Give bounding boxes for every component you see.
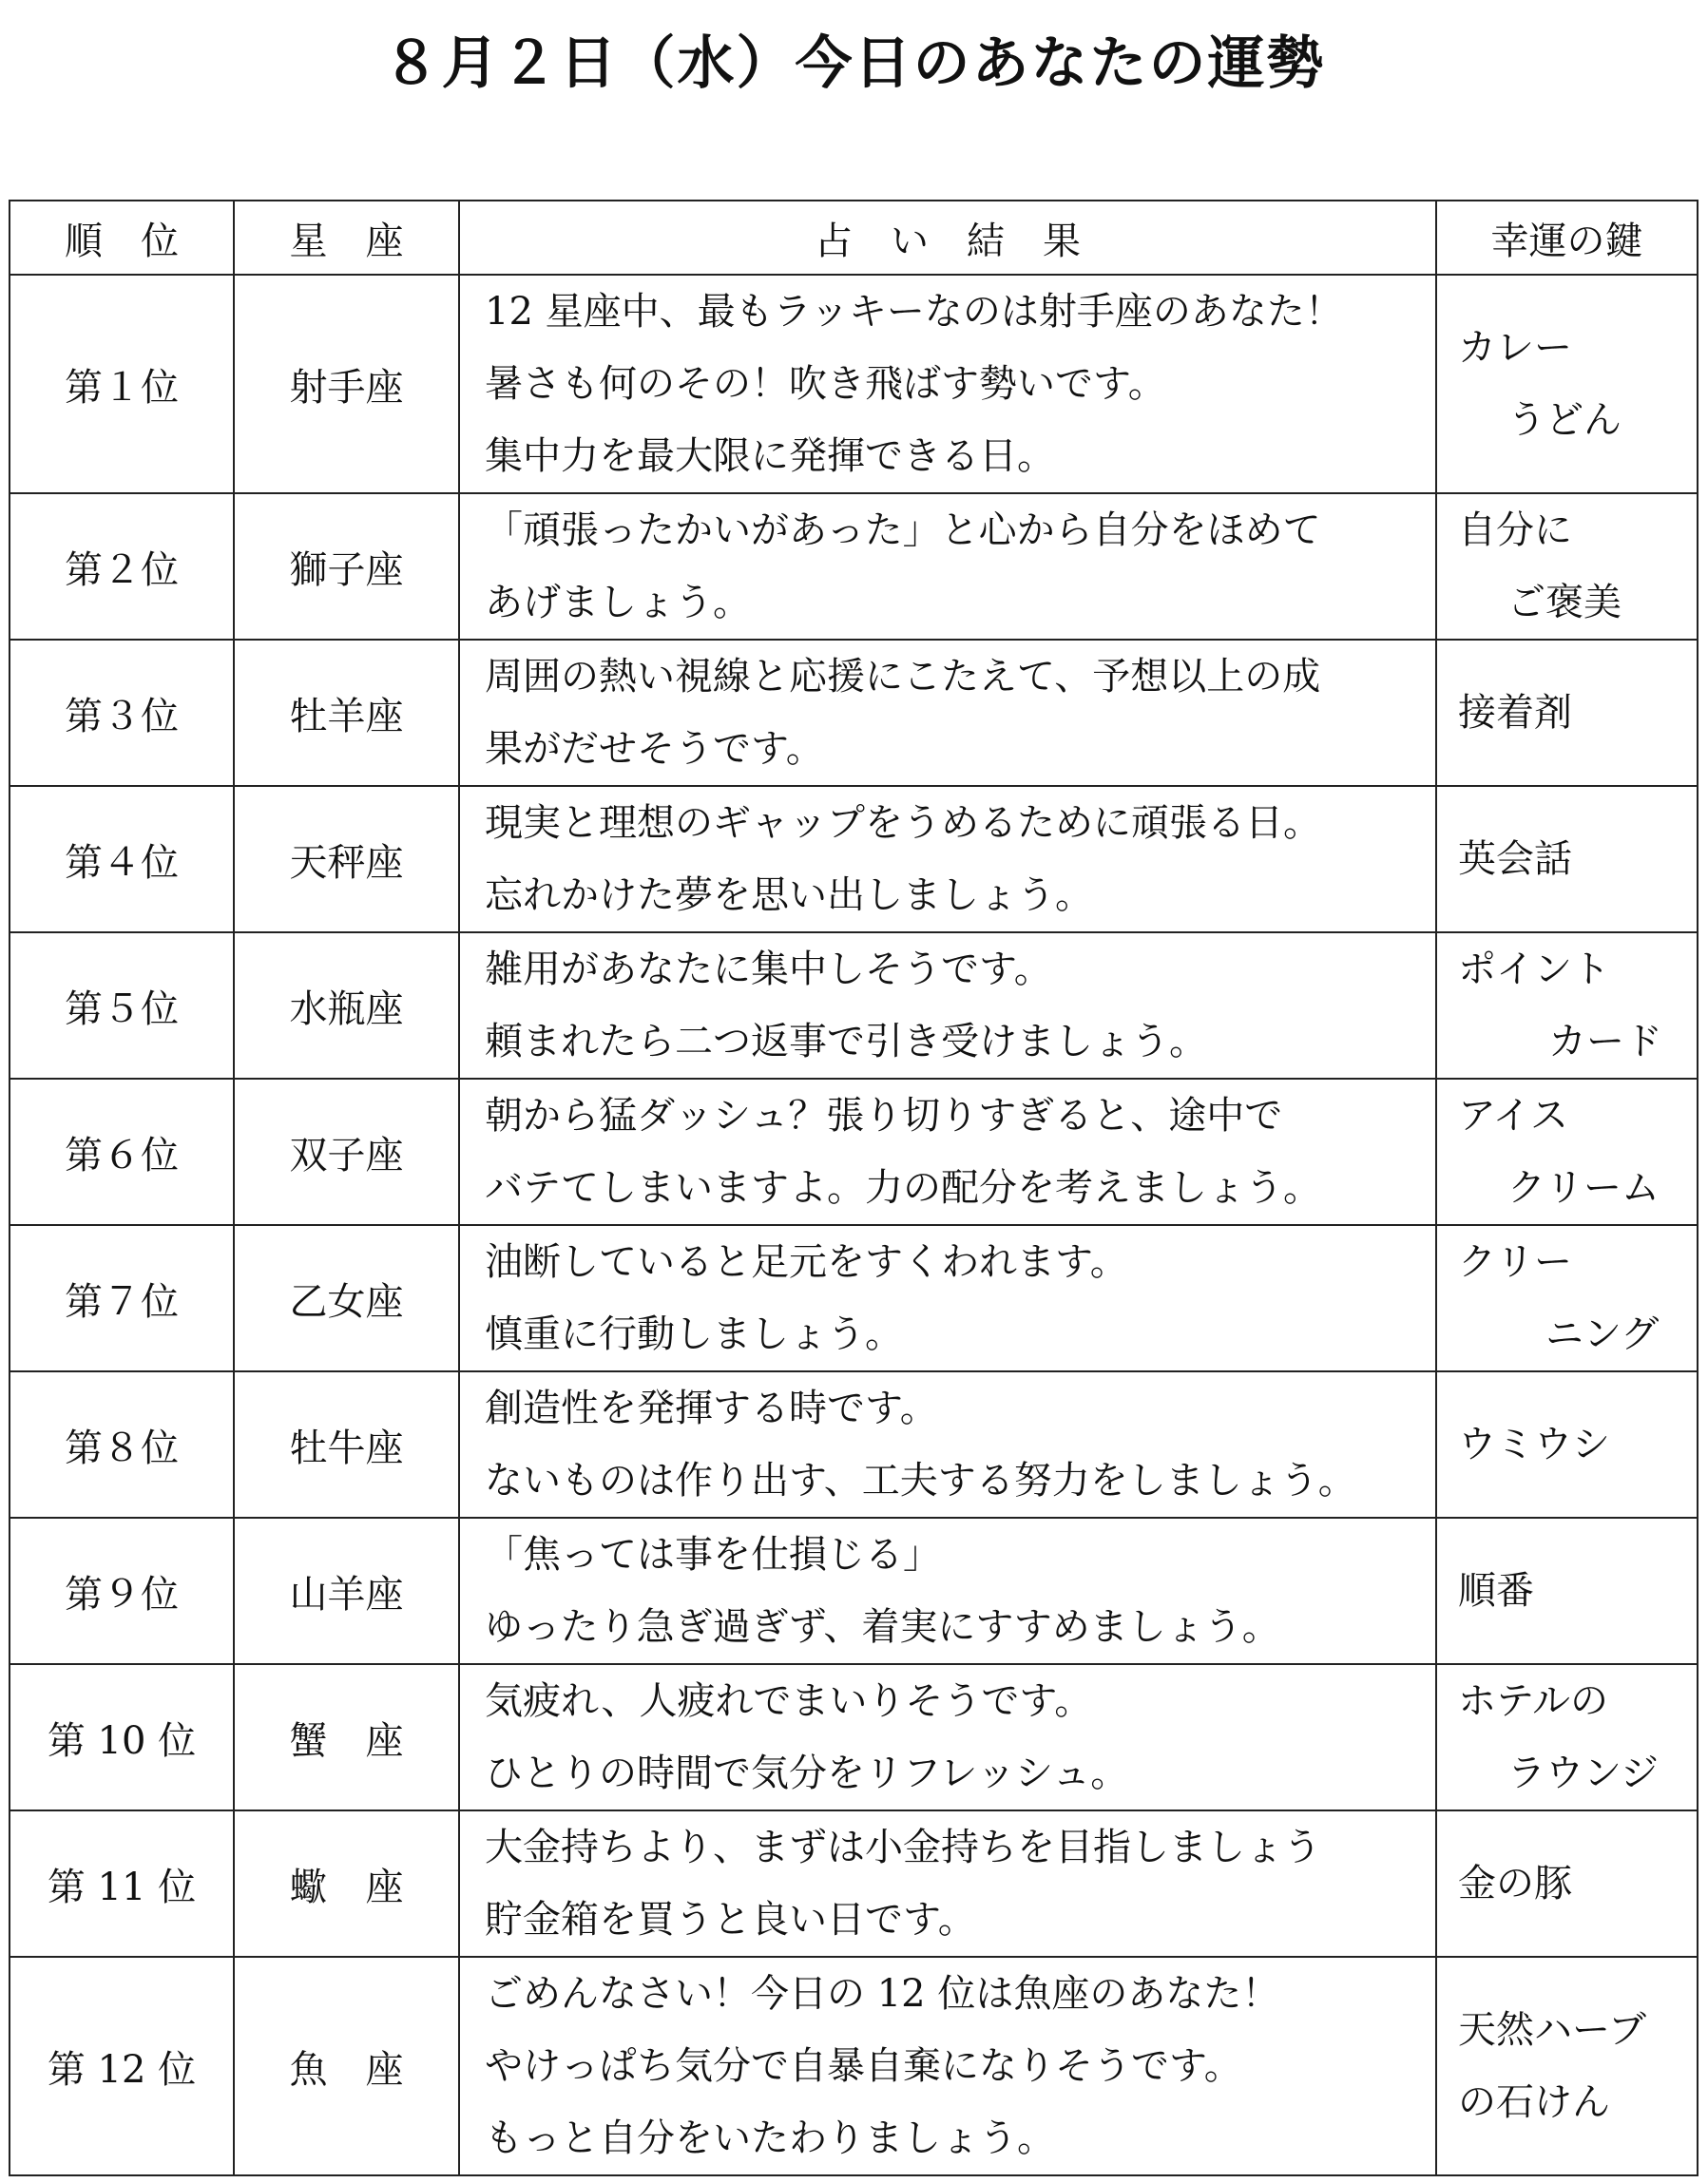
rank-cell: 第 10 位 <box>10 1664 234 1810</box>
lucky-key-line: カード <box>1548 1020 1662 1063</box>
table-row <box>10 1371 1698 1518</box>
lucky-key-line: 金の豚 <box>1458 1862 1572 1905</box>
rank-cell: 第４位 <box>10 786 234 932</box>
lucky-key-cell <box>1436 1957 1698 2175</box>
lucky-key-line: ニング <box>1545 1312 1660 1356</box>
header-row <box>10 201 1698 275</box>
lucky-key-line: 英会話 <box>1458 837 1572 881</box>
sign-cell: 射手座 <box>234 275 459 493</box>
sign-cell: 蠍 座 <box>234 1810 459 1957</box>
result-cell <box>459 1810 1436 1957</box>
table-row <box>10 275 1698 493</box>
table-row <box>10 1518 1698 1664</box>
result-cell <box>459 1371 1436 1518</box>
table-row <box>10 1664 1698 1810</box>
result-line: やけっぱち気分で自暴自棄になりそうです。 <box>485 2044 1242 2088</box>
header-sign: 星 座 <box>234 201 459 275</box>
lucky-key-line: クリーム <box>1507 1166 1660 1210</box>
table-row <box>10 1225 1698 1371</box>
rank-cell: 第６位 <box>10 1079 234 1225</box>
result-cell <box>459 1957 1436 2175</box>
lucky-key-cell <box>1436 1079 1698 1225</box>
result-line: 暑さも何のその！吹き飛ばす勢いです。 <box>485 362 1166 406</box>
result-line: 忘れかけた夢を思い出しましょう。 <box>485 873 1093 917</box>
result-line: もっと自分をいたわりましょう。 <box>485 2116 1055 2160</box>
sign-cell: 天秤座 <box>234 786 459 932</box>
lucky-key-cell <box>1436 1518 1698 1664</box>
result-line: バテてしまいますよ。力の配分を考えましょう。 <box>485 1166 1321 1210</box>
result-line: 果がだせそうです。 <box>485 727 824 771</box>
result-cell <box>459 1225 1436 1371</box>
lucky-key-cell <box>1436 493 1698 640</box>
sign-cell: 乙女座 <box>234 1225 459 1371</box>
result-line: 大金持ちより、まずは小金持ちを目指しましょう <box>485 1826 1321 1869</box>
result-line: 油断していると足元をすくわれます。 <box>485 1240 1128 1284</box>
result-line: ゆったり急ぎ過ぎず、着実にすすめましょう。 <box>485 1605 1280 1649</box>
lucky-key-cell <box>1436 786 1698 932</box>
result-line: 「頑張ったかいがあった」と心から自分をほめて <box>485 508 1321 552</box>
lucky-key-line: の石けん <box>1458 2080 1610 2124</box>
header-rank: 順 位 <box>10 201 234 275</box>
sign-cell: 蟹 座 <box>234 1664 459 1810</box>
sign-cell: 双子座 <box>234 1079 459 1225</box>
table-body <box>10 275 1698 2175</box>
result-line: ひとりの時間で気分をリフレッシュ。 <box>485 1752 1129 1795</box>
rank-cell: 第８位 <box>10 1371 234 1518</box>
page-title: ８月２日（水）今日のあなたの運勢 <box>382 30 1326 97</box>
lucky-key-line: うどん <box>1507 398 1622 442</box>
table-row <box>10 640 1698 786</box>
result-cell <box>459 275 1436 493</box>
result-cell <box>459 932 1436 1079</box>
sign-cell: 牡羊座 <box>234 640 459 786</box>
rank-cell: 第３位 <box>10 640 234 786</box>
result-cell <box>459 640 1436 786</box>
header-key: 幸運の鍵 <box>1436 201 1698 275</box>
result-line: ないものは作り出す、工夫する努力をしましょう。 <box>485 1459 1356 1503</box>
table-row <box>10 932 1698 1079</box>
result-line: 周囲の熱い視線と応援にこたえて、予想以上の成 <box>485 655 1321 699</box>
result-cell <box>459 1518 1436 1664</box>
result-cell <box>459 1664 1436 1810</box>
lucky-key-cell <box>1436 932 1698 1079</box>
table-row <box>10 1957 1698 2175</box>
result-line: 集中力を最大限に発揮できる日。 <box>485 434 1055 478</box>
result-line: 頼まれたら二つ返事で引き受けましょう。 <box>485 1020 1207 1063</box>
sign-cell: 水瓶座 <box>234 932 459 1079</box>
sign-cell: 山羊座 <box>234 1518 459 1664</box>
lucky-key-cell <box>1436 1371 1698 1518</box>
lucky-key-line: クリー <box>1458 1240 1572 1284</box>
lucky-key-cell <box>1436 1225 1698 1371</box>
lucky-key-line: カレー <box>1458 326 1572 370</box>
table-row <box>10 786 1698 932</box>
rank-cell: 第１位 <box>10 275 234 493</box>
lucky-key-cell <box>1436 640 1698 786</box>
lucky-key-line: 自分に <box>1458 508 1572 552</box>
result-line: 慎重に行動しましょう。 <box>485 1312 903 1356</box>
result-line: 創造性を発揮する時です。 <box>485 1387 938 1430</box>
table-row <box>10 493 1698 640</box>
result-line: 12 星座中、最もラッキーなのは射手座のあなた！ <box>485 290 1343 334</box>
rank-cell: 第 11 位 <box>10 1810 234 1957</box>
lucky-key-line: ラウンジ <box>1507 1752 1659 1795</box>
result-cell <box>459 1079 1436 1225</box>
rank-cell: 第 12 位 <box>10 1957 234 2175</box>
lucky-key-line: ご褒美 <box>1507 581 1622 624</box>
result-line: 「焦っては事を仕損じる」 <box>485 1533 941 1577</box>
lucky-key-cell <box>1436 1664 1698 1810</box>
rank-cell: 第２位 <box>10 493 234 640</box>
sign-cell: 獅子座 <box>234 493 459 640</box>
result-line: 気疲れ、人疲れでまいりそうです。 <box>485 1679 1093 1723</box>
rank-cell: 第９位 <box>10 1518 234 1664</box>
result-line: 貯金箱を買うと良い日です。 <box>485 1898 976 1942</box>
result-line: 朝から猛ダッシュ？張り切りすぎると、途中で <box>485 1094 1283 1138</box>
lucky-key-line: ポイント <box>1458 948 1610 991</box>
lucky-key-cell <box>1436 275 1698 493</box>
header-result: 占 い 結 果 <box>459 201 1436 275</box>
result-cell <box>459 493 1436 640</box>
lucky-key-line: ホテルの <box>1458 1679 1608 1723</box>
result-line: 現実と理想のギャップをうめるために頑張る日。 <box>485 801 1321 845</box>
sign-cell: 牡牛座 <box>234 1371 459 1518</box>
lucky-key-line: 順番 <box>1458 1569 1534 1613</box>
result-cell <box>459 786 1436 932</box>
lucky-key-line: ウミウシ <box>1458 1423 1610 1466</box>
rank-cell: 第７位 <box>10 1225 234 1371</box>
result-line: 雑用があなたに集中しそうです。 <box>485 948 1052 991</box>
rank-cell: 第５位 <box>10 932 234 1079</box>
result-line: ごめんなさい！今日の 12 位は魚座のあなた！ <box>485 1972 1280 2016</box>
table-row <box>10 1079 1698 1225</box>
sign-cell: 魚 座 <box>234 1957 459 2175</box>
lucky-key-line: アイス <box>1458 1094 1568 1138</box>
result-line: あげましょう。 <box>485 581 751 624</box>
lucky-key-cell <box>1436 1810 1698 1957</box>
lucky-key-line: 天然ハーブ <box>1458 2008 1646 2052</box>
lucky-key-line: 接着剤 <box>1458 691 1572 735</box>
table-row <box>10 1810 1698 1957</box>
fortune-table <box>9 200 1698 2176</box>
